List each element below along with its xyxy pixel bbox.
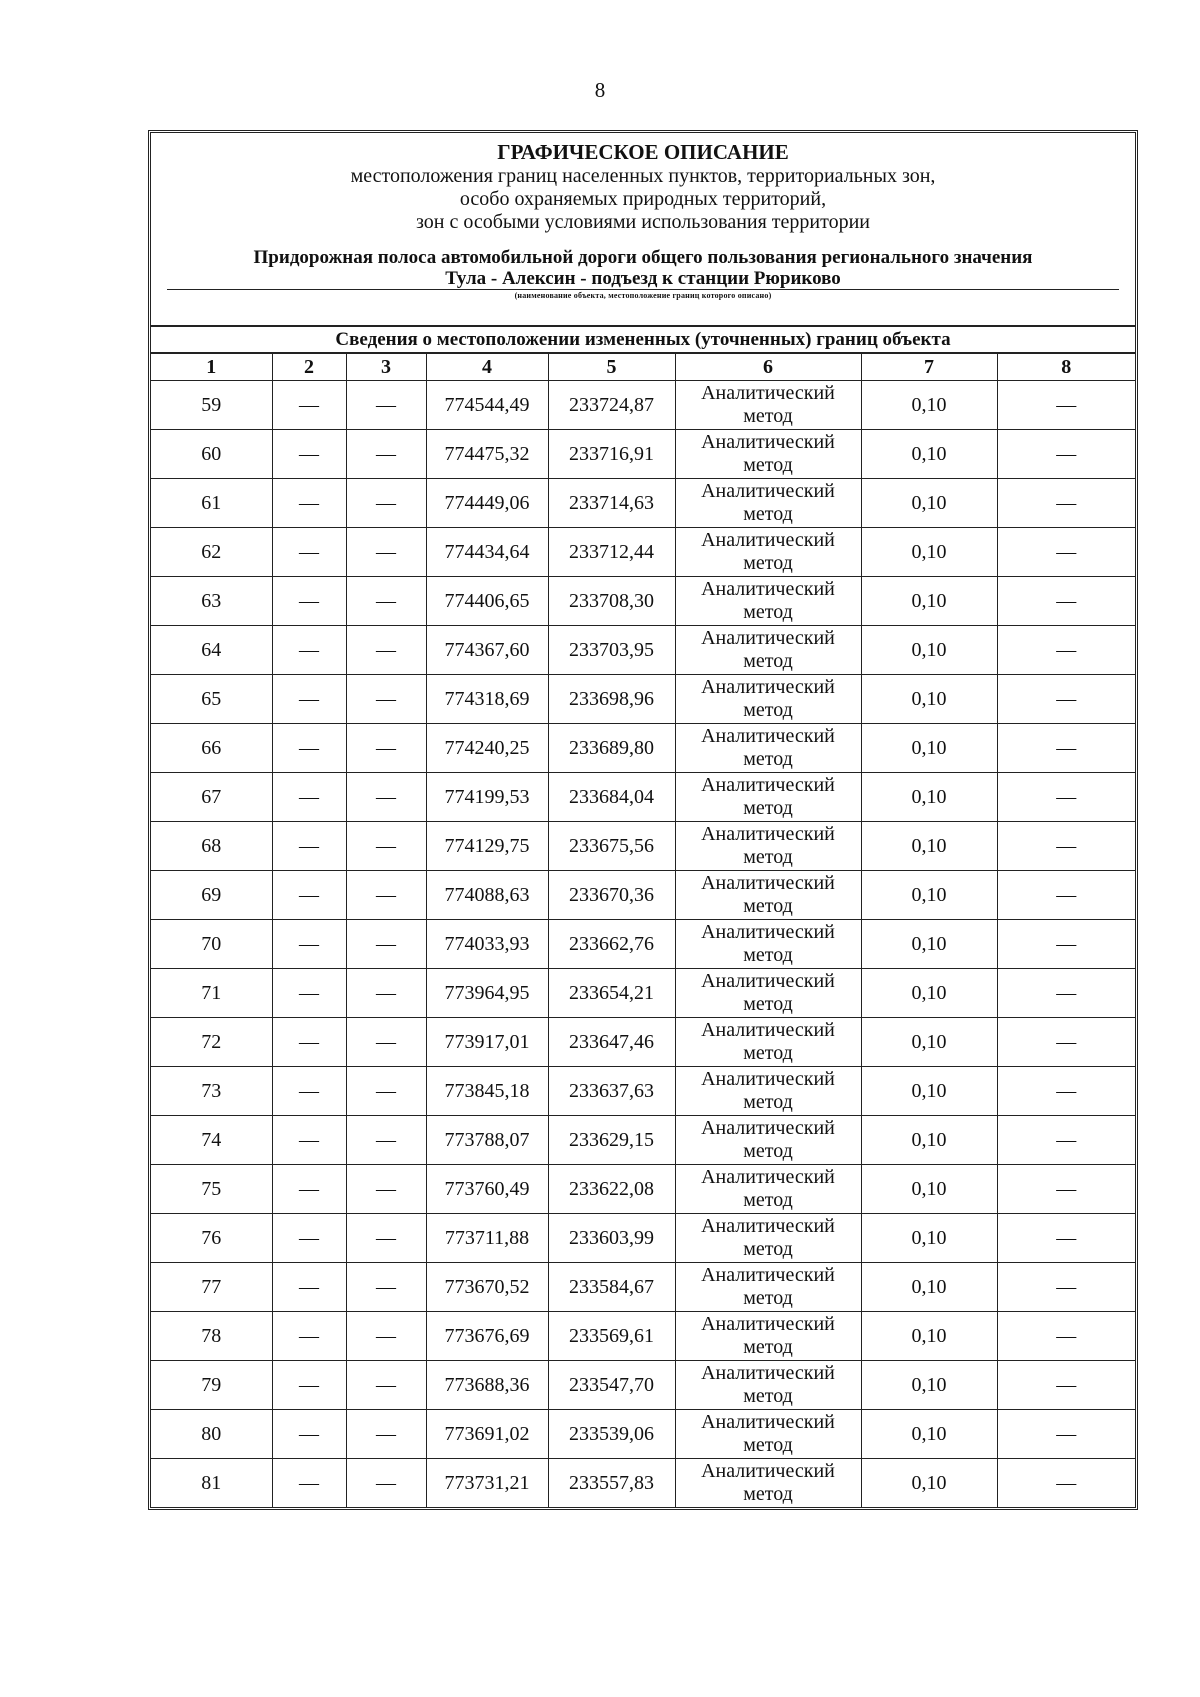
table-cell: — bbox=[272, 626, 346, 675]
table-cell: — bbox=[272, 1165, 346, 1214]
table-cell: 62 bbox=[151, 528, 272, 577]
table-cell: 72 bbox=[151, 1018, 272, 1067]
table-cell: — bbox=[346, 577, 426, 626]
table-cell: — bbox=[272, 724, 346, 773]
table-cell: — bbox=[346, 1018, 426, 1067]
table-cell: 61 bbox=[151, 479, 272, 528]
table-cell: 233703,95 bbox=[548, 626, 675, 675]
table-cell: 773688,36 bbox=[426, 1361, 548, 1410]
table-cell: 233698,96 bbox=[548, 675, 675, 724]
table-row bbox=[151, 1067, 1135, 1116]
table-cell: 233637,63 bbox=[548, 1067, 675, 1116]
table-cell: — bbox=[997, 675, 1135, 724]
table-cell: — bbox=[346, 1263, 426, 1312]
table-row bbox=[151, 1214, 1135, 1263]
method-cell: Аналитический метод bbox=[675, 871, 861, 920]
table-cell: 0,10 bbox=[861, 920, 997, 969]
table-cell: — bbox=[346, 724, 426, 773]
table-cell: 70 bbox=[151, 920, 272, 969]
table-cell: 0,10 bbox=[861, 675, 997, 724]
table-cell: 0,10 bbox=[861, 577, 997, 626]
table-cell: 773760,49 bbox=[426, 1165, 548, 1214]
table-cell: 78 bbox=[151, 1312, 272, 1361]
table-cell: 233724,87 bbox=[548, 381, 675, 430]
table-cell: 233547,70 bbox=[548, 1361, 675, 1410]
method-cell: Аналитический метод bbox=[675, 1361, 861, 1410]
table-cell: 0,10 bbox=[861, 724, 997, 773]
table-cell: 0,10 bbox=[861, 1263, 997, 1312]
method-cell: Аналитический метод bbox=[675, 724, 861, 773]
table-body bbox=[151, 381, 1135, 1508]
table-cell: 0,10 bbox=[861, 1067, 997, 1116]
table-cell: 0,10 bbox=[861, 1459, 997, 1508]
table-cell: 774544,49 bbox=[426, 381, 548, 430]
table-cell: — bbox=[997, 1165, 1135, 1214]
table-cell: 233647,46 bbox=[548, 1018, 675, 1067]
table-cell: — bbox=[272, 577, 346, 626]
table-cell: — bbox=[272, 871, 346, 920]
table-cell: 233712,44 bbox=[548, 528, 675, 577]
table-cell: 60 bbox=[151, 430, 272, 479]
method-cell: Аналитический метод bbox=[675, 1067, 861, 1116]
table-cell: — bbox=[997, 1263, 1135, 1312]
table-cell: 233629,15 bbox=[548, 1116, 675, 1165]
table-cell: — bbox=[346, 1459, 426, 1508]
table-cell: — bbox=[997, 1312, 1135, 1361]
table-cell: 68 bbox=[151, 822, 272, 871]
table-cell: — bbox=[346, 381, 426, 430]
method-cell: Аналитический метод bbox=[675, 528, 861, 577]
table-cell: 0,10 bbox=[861, 1165, 997, 1214]
table-cell: 773845,18 bbox=[426, 1067, 548, 1116]
table-cell: 0,10 bbox=[861, 1214, 997, 1263]
table-cell: — bbox=[346, 1116, 426, 1165]
document-title: ГРАФИЧЕСКОЕ ОПИСАНИЕ bbox=[497, 140, 789, 164]
table-cell: 75 bbox=[151, 1165, 272, 1214]
page-number: 8 bbox=[594, 78, 606, 102]
table-cell: — bbox=[272, 381, 346, 430]
table-row bbox=[151, 1116, 1135, 1165]
table-cell: — bbox=[997, 577, 1135, 626]
table-cell: 0,10 bbox=[861, 626, 997, 675]
table-row bbox=[151, 969, 1135, 1018]
table-cell: — bbox=[272, 430, 346, 479]
table-cell: 233684,04 bbox=[548, 773, 675, 822]
table-cell: 773731,21 bbox=[426, 1459, 548, 1508]
method-cell: Аналитический метод bbox=[675, 626, 861, 675]
table-cell: 774033,93 bbox=[426, 920, 548, 969]
table-cell: — bbox=[272, 1459, 346, 1508]
table-cell: 233557,83 bbox=[548, 1459, 675, 1508]
table-cell: — bbox=[272, 1116, 346, 1165]
table-cell: 774475,32 bbox=[426, 430, 548, 479]
column-header: 8 bbox=[997, 354, 1135, 381]
column-header: 6 bbox=[675, 354, 861, 381]
method-cell: Аналитический метод bbox=[675, 675, 861, 724]
table-cell: 774449,06 bbox=[426, 479, 548, 528]
table-cell: — bbox=[272, 773, 346, 822]
column-header: 4 bbox=[426, 354, 548, 381]
table-cell: — bbox=[272, 1361, 346, 1410]
table-cell: — bbox=[997, 969, 1135, 1018]
subtitle-line: зон с особыми условиями использования территории bbox=[415, 211, 871, 233]
table-cell: 73 bbox=[151, 1067, 272, 1116]
method-cell: Аналитический метод bbox=[675, 920, 861, 969]
table-cell: — bbox=[346, 1312, 426, 1361]
table-cell: — bbox=[346, 1361, 426, 1410]
table-cell: — bbox=[272, 528, 346, 577]
method-cell: Аналитический метод bbox=[675, 430, 861, 479]
table-cell: — bbox=[272, 1312, 346, 1361]
table-cell: — bbox=[997, 479, 1135, 528]
table-cell: 233675,56 bbox=[548, 822, 675, 871]
method-cell: Аналитический метод bbox=[675, 1214, 861, 1263]
method-cell: Аналитический метод bbox=[675, 1018, 861, 1067]
table-cell: — bbox=[346, 626, 426, 675]
method-cell: Аналитический метод bbox=[675, 577, 861, 626]
subtitle-line: особо охраняемых природных территорий, bbox=[459, 188, 827, 210]
table-cell: — bbox=[346, 479, 426, 528]
table-cell: 0,10 bbox=[861, 1116, 997, 1165]
table-cell: 774129,75 bbox=[426, 822, 548, 871]
table-cell: 773711,88 bbox=[426, 1214, 548, 1263]
coordinates-table bbox=[151, 354, 1135, 1507]
table-cell: 0,10 bbox=[861, 822, 997, 871]
method-cell: Аналитический метод bbox=[675, 1263, 861, 1312]
table-cell: — bbox=[997, 1361, 1135, 1410]
table-cell: — bbox=[272, 479, 346, 528]
table-row bbox=[151, 381, 1135, 430]
table-cell: — bbox=[346, 675, 426, 724]
table-cell: 773788,07 bbox=[426, 1116, 548, 1165]
table-cell: 773964,95 bbox=[426, 969, 548, 1018]
table-cell: — bbox=[272, 969, 346, 1018]
table-row bbox=[151, 626, 1135, 675]
table-cell: 773676,69 bbox=[426, 1312, 548, 1361]
table-row bbox=[151, 430, 1135, 479]
method-cell: Аналитический метод bbox=[675, 1410, 861, 1459]
table-cell: — bbox=[997, 626, 1135, 675]
table-cell: 69 bbox=[151, 871, 272, 920]
table-row bbox=[151, 528, 1135, 577]
table-cell: 774367,60 bbox=[426, 626, 548, 675]
table-cell: 67 bbox=[151, 773, 272, 822]
method-cell: Аналитический метод bbox=[675, 773, 861, 822]
table-cell: 0,10 bbox=[861, 969, 997, 1018]
table-cell: 0,10 bbox=[861, 1312, 997, 1361]
table-cell: 233662,76 bbox=[548, 920, 675, 969]
table-cell: — bbox=[997, 822, 1135, 871]
table-cell: — bbox=[272, 1214, 346, 1263]
method-cell: Аналитический метод bbox=[675, 822, 861, 871]
table-header-row bbox=[151, 354, 1135, 381]
table-cell: — bbox=[997, 920, 1135, 969]
table-row bbox=[151, 1459, 1135, 1508]
object-name: Придорожная полоса автомобильной дороги общего пользования регионального значения bbox=[253, 247, 1033, 268]
table-cell: — bbox=[997, 430, 1135, 479]
method-cell: Аналитический метод bbox=[675, 1116, 861, 1165]
table-cell: — bbox=[997, 1410, 1135, 1459]
table-cell: — bbox=[997, 1459, 1135, 1508]
column-header: 2 bbox=[272, 354, 346, 381]
table-cell: — bbox=[997, 528, 1135, 577]
table-cell: 0,10 bbox=[861, 1018, 997, 1067]
table-cell: — bbox=[272, 1263, 346, 1312]
method-cell: Аналитический метод bbox=[675, 1312, 861, 1361]
table-cell: 773691,02 bbox=[426, 1410, 548, 1459]
table-cell: — bbox=[997, 1214, 1135, 1263]
table-cell: 79 bbox=[151, 1361, 272, 1410]
table-cell: 773917,01 bbox=[426, 1018, 548, 1067]
table-cell: — bbox=[997, 1067, 1135, 1116]
table-cell: 233539,06 bbox=[548, 1410, 675, 1459]
table-cell: 64 bbox=[151, 626, 272, 675]
table-row bbox=[151, 1018, 1135, 1067]
table-row bbox=[151, 773, 1135, 822]
table-cell: 66 bbox=[151, 724, 272, 773]
section-title: Сведения о местоположении измененных (уточненных) границ объекта bbox=[151, 327, 1135, 354]
table-cell: — bbox=[346, 1165, 426, 1214]
table-cell: 77 bbox=[151, 1263, 272, 1312]
method-cell: Аналитический метод bbox=[675, 479, 861, 528]
table-cell: — bbox=[346, 1410, 426, 1459]
table-cell: — bbox=[272, 1410, 346, 1459]
table-row bbox=[151, 1165, 1135, 1214]
table-cell: 0,10 bbox=[861, 381, 997, 430]
table-cell: — bbox=[272, 920, 346, 969]
table-cell: 774434,64 bbox=[426, 528, 548, 577]
table-cell: 0,10 bbox=[861, 528, 997, 577]
table-cell: 0,10 bbox=[861, 1361, 997, 1410]
table-cell: 81 bbox=[151, 1459, 272, 1508]
document-header bbox=[151, 133, 1135, 327]
table-cell: 76 bbox=[151, 1214, 272, 1263]
table-row bbox=[151, 479, 1135, 528]
table-row bbox=[151, 871, 1135, 920]
table-row bbox=[151, 1312, 1135, 1361]
table-cell: — bbox=[272, 675, 346, 724]
table-row bbox=[151, 724, 1135, 773]
table-cell: 0,10 bbox=[861, 430, 997, 479]
table-cell: 233670,36 bbox=[548, 871, 675, 920]
document-frame bbox=[148, 130, 1138, 1510]
table-cell: 233708,30 bbox=[548, 577, 675, 626]
method-cell: Аналитический метод bbox=[675, 1459, 861, 1508]
table-cell: — bbox=[272, 822, 346, 871]
table-cell: 71 bbox=[151, 969, 272, 1018]
table-cell: 233584,67 bbox=[548, 1263, 675, 1312]
object-name-caption: (наименование объекта, местоположение границ которого описано) bbox=[514, 291, 772, 300]
table-cell: 774406,65 bbox=[426, 577, 548, 626]
table-cell: 0,10 bbox=[861, 871, 997, 920]
table-cell: — bbox=[346, 871, 426, 920]
column-header: 7 bbox=[861, 354, 997, 381]
method-cell: Аналитический метод bbox=[675, 381, 861, 430]
table-cell: — bbox=[997, 1116, 1135, 1165]
table-cell: 774318,69 bbox=[426, 675, 548, 724]
table-cell: 774088,63 bbox=[426, 871, 548, 920]
table-row bbox=[151, 822, 1135, 871]
table-cell: — bbox=[346, 1067, 426, 1116]
table-cell: — bbox=[997, 773, 1135, 822]
table-cell: 233569,61 bbox=[548, 1312, 675, 1361]
table-cell: 80 bbox=[151, 1410, 272, 1459]
table-cell: — bbox=[997, 724, 1135, 773]
table-cell: — bbox=[346, 430, 426, 479]
table-cell: — bbox=[346, 1214, 426, 1263]
table-cell: — bbox=[272, 1067, 346, 1116]
method-cell: Аналитический метод bbox=[675, 969, 861, 1018]
table-cell: 233689,80 bbox=[548, 724, 675, 773]
table-cell: 773670,52 bbox=[426, 1263, 548, 1312]
table-cell: 774199,53 bbox=[426, 773, 548, 822]
table-cell: — bbox=[997, 1018, 1135, 1067]
table-cell: — bbox=[346, 969, 426, 1018]
table-cell: 0,10 bbox=[861, 773, 997, 822]
table-row bbox=[151, 1263, 1135, 1312]
table-row bbox=[151, 675, 1135, 724]
column-header: 3 bbox=[346, 354, 426, 381]
table-cell: 0,10 bbox=[861, 1410, 997, 1459]
object-name-route: Тула - Алексин - подъезд к станции Рюриково bbox=[167, 269, 1119, 290]
table-cell: — bbox=[346, 528, 426, 577]
table-cell: 233714,63 bbox=[548, 479, 675, 528]
table-cell: 74 bbox=[151, 1116, 272, 1165]
table-row bbox=[151, 1410, 1135, 1459]
table-row bbox=[151, 577, 1135, 626]
table-cell: 0,10 bbox=[861, 479, 997, 528]
table-row bbox=[151, 1361, 1135, 1410]
subtitle-line: местоположения границ населенных пунктов, территориальных зон, bbox=[350, 165, 936, 187]
table-cell: 233603,99 bbox=[548, 1214, 675, 1263]
table-cell: 59 bbox=[151, 381, 272, 430]
table-cell: 233654,21 bbox=[548, 969, 675, 1018]
method-cell: Аналитический метод bbox=[675, 1165, 861, 1214]
table-cell: 233716,91 bbox=[548, 430, 675, 479]
table-cell: — bbox=[346, 920, 426, 969]
table-cell: 65 bbox=[151, 675, 272, 724]
column-header: 1 bbox=[151, 354, 272, 381]
column-header: 5 bbox=[548, 354, 675, 381]
table-cell: 774240,25 bbox=[426, 724, 548, 773]
table-cell: — bbox=[272, 1018, 346, 1067]
table-cell: — bbox=[346, 773, 426, 822]
table-cell: — bbox=[997, 381, 1135, 430]
table-cell: 233622,08 bbox=[548, 1165, 675, 1214]
table-row bbox=[151, 920, 1135, 969]
table-cell: — bbox=[346, 822, 426, 871]
table-cell: 63 bbox=[151, 577, 272, 626]
table-cell: — bbox=[997, 871, 1135, 920]
